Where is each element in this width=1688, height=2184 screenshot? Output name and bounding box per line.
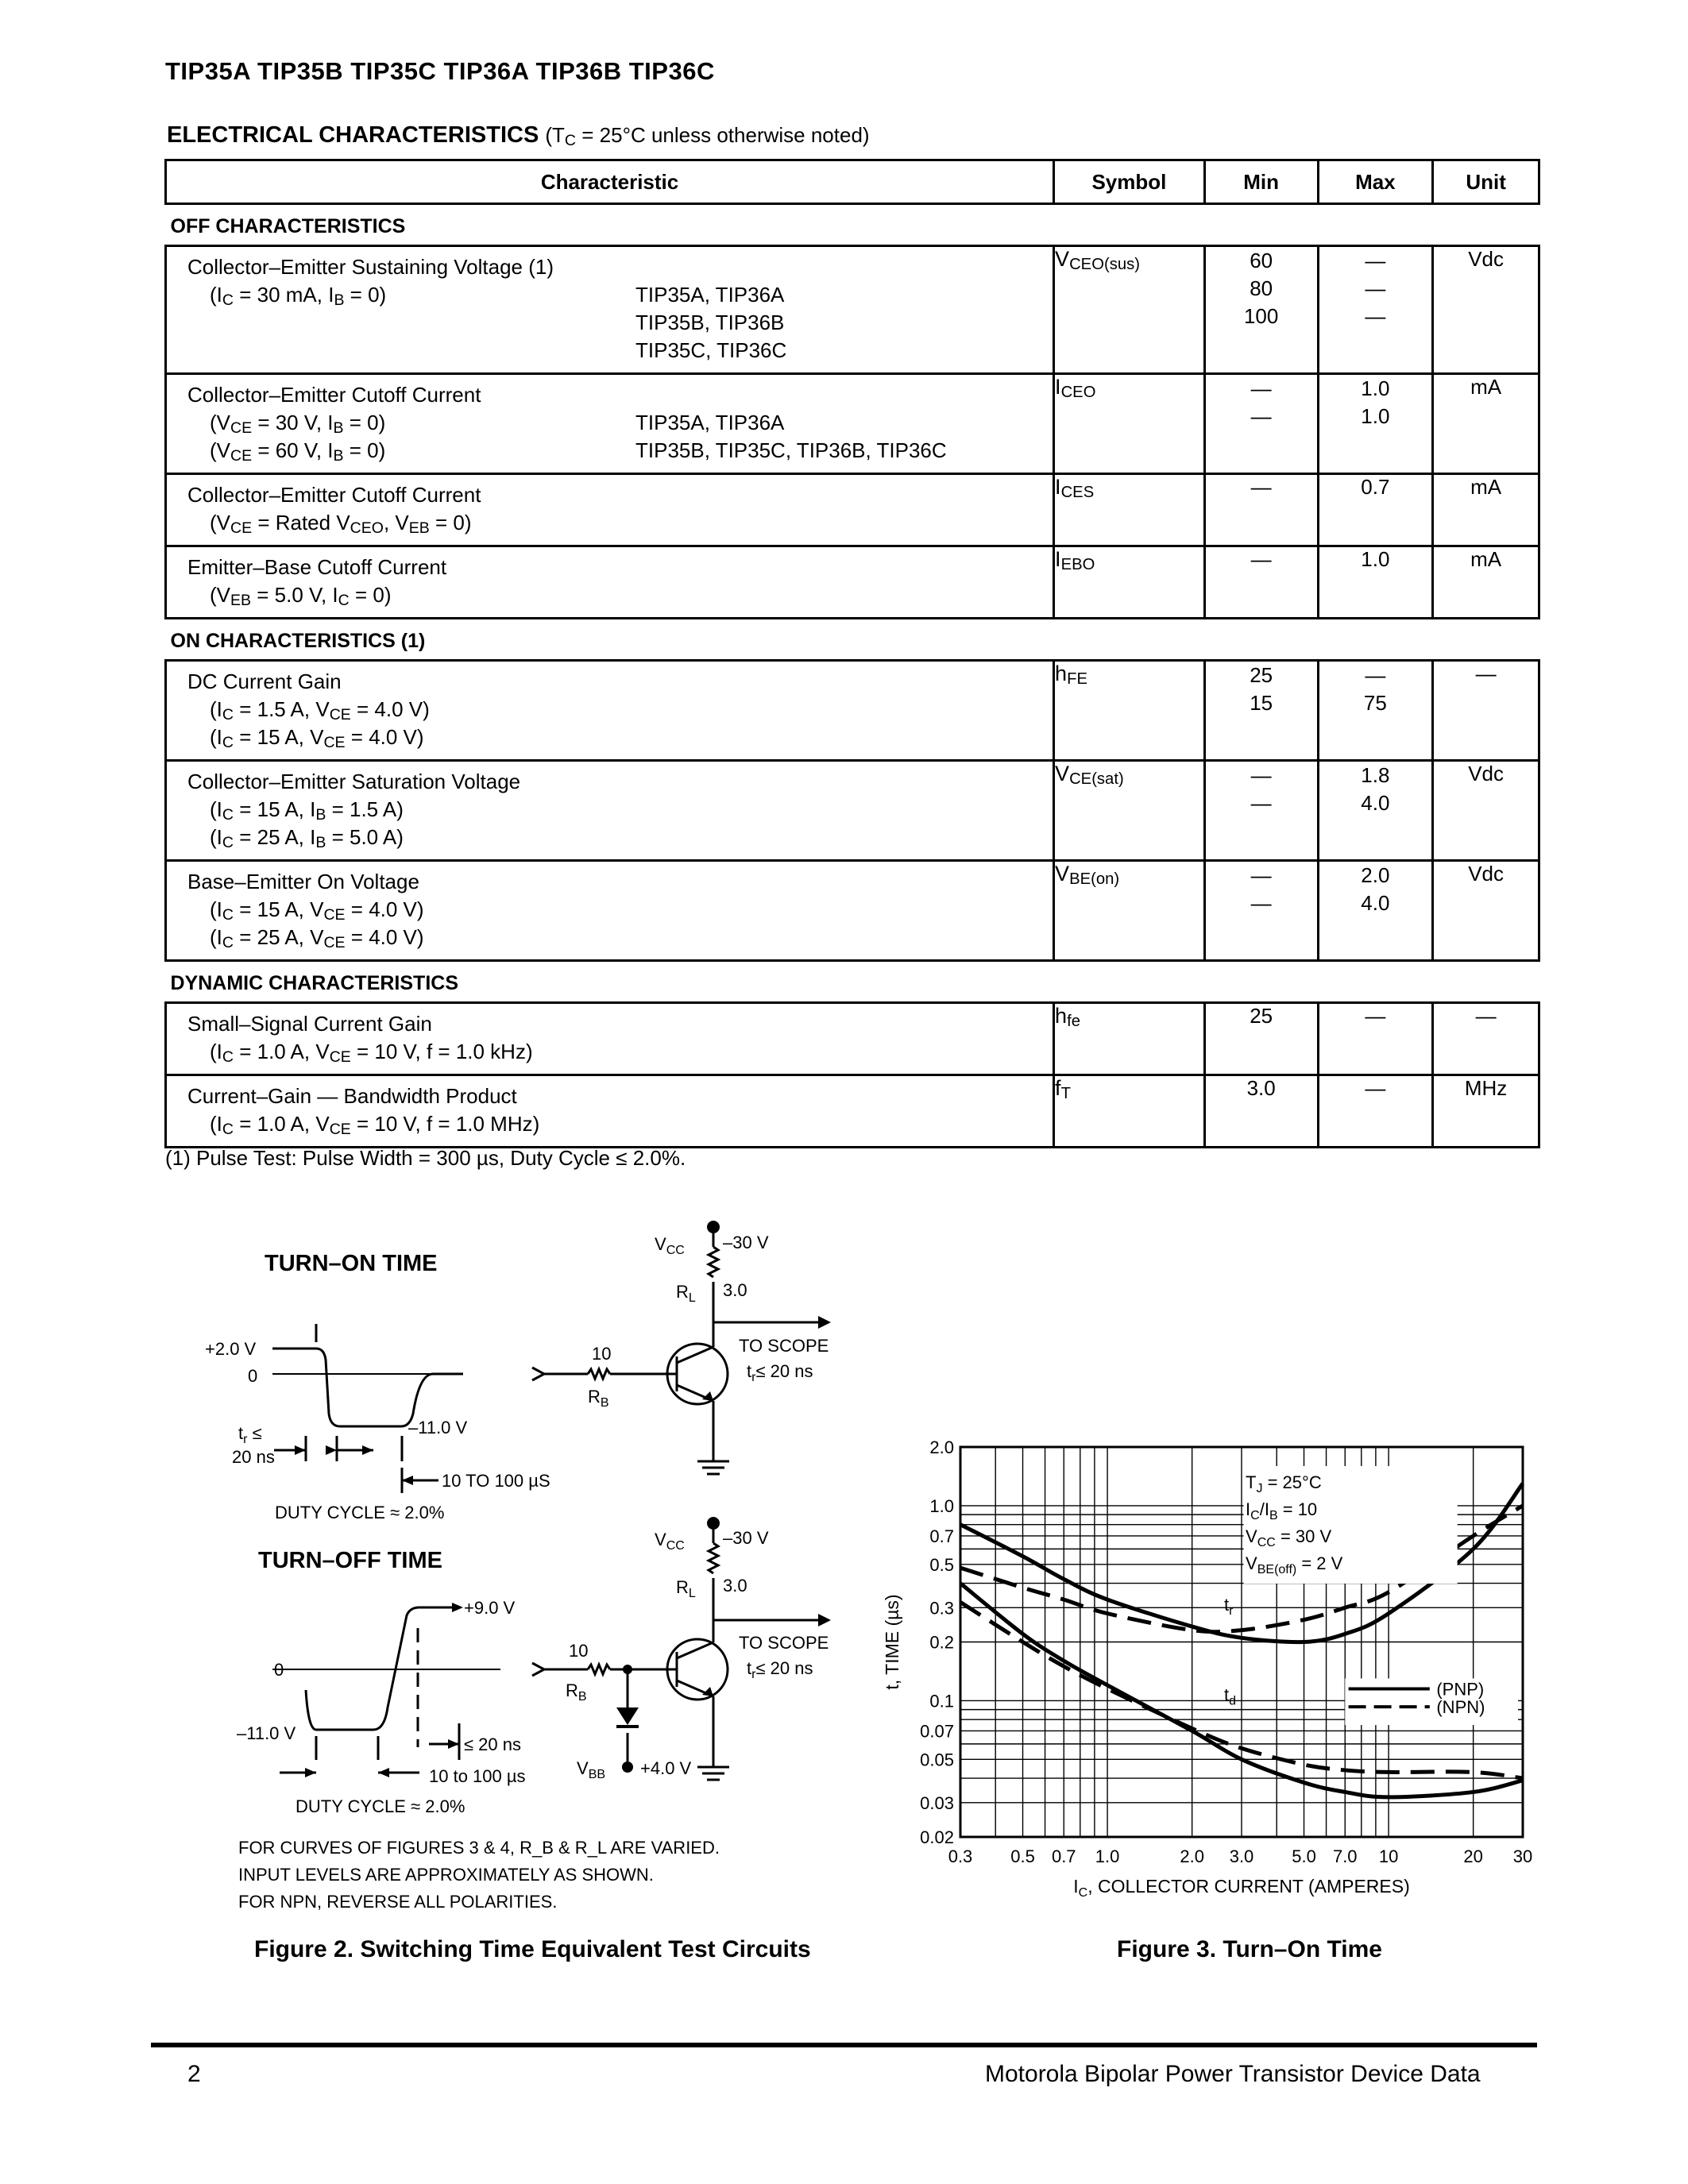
- svg-text:10: 10: [592, 1344, 612, 1364]
- svg-text:0: 0: [248, 1366, 258, 1386]
- svg-text:tr≤ 20 ns: $t_r\le 20$ ns: [747, 1658, 813, 1681]
- x-tick-label: 30: [1512, 1846, 1533, 1866]
- x-tick-label: 10: [1378, 1846, 1399, 1866]
- svg-text:tr ≤: $t_r$ ≤: [238, 1423, 262, 1446]
- col-symbol: Symbol: [1054, 160, 1205, 204]
- svg-text:TO SCOPE: TO SCOPE: [739, 1336, 829, 1356]
- figure-2-caption: Figure 2. Switching Time Equivalent Test Circuits: [254, 1936, 811, 1962]
- y-tick-label: 0.03: [920, 1792, 954, 1813]
- svg-text:0: 0: [274, 1660, 284, 1680]
- x-tick-label: 1.0: [1095, 1846, 1120, 1866]
- x-tick-label: 0.5: [1010, 1846, 1035, 1866]
- svg-text:RB: $R_B$: [588, 1387, 609, 1410]
- y-tick-label: 0.07: [920, 1721, 954, 1742]
- y-tick-label: 1.0: [929, 1495, 954, 1516]
- col-min: Min: [1204, 160, 1318, 204]
- electrical-characteristics-title: ELECTRICAL CHARACTERISTICS ($T_C = 25^\circ C$ unless otherwise noted): [167, 122, 870, 149]
- condition-text: $T_J = 25^\circ C$: [1246, 1472, 1322, 1495]
- y-tick-label: 0.05: [920, 1750, 954, 1770]
- figure-3-caption: Figure 3. Turn–On Time: [1117, 1936, 1382, 1962]
- footer-text: Motorola Bipolar Power Transistor Device Data: [985, 2061, 1481, 2087]
- x-tick-label: 3.0: [1229, 1846, 1254, 1866]
- y-tick-label: 0.1: [929, 1691, 954, 1711]
- col-unit: Unit: [1433, 160, 1539, 204]
- condition-text: ($I_C = 30$ mA, $I_B = 0$): [210, 283, 387, 309]
- svg-text:–30 V: –30 V: [723, 1528, 769, 1548]
- table-row: Small–Signal Current Gain ($I_C = 1.0$ A, $V_{CE} = 10$ V, f = 1.0 kHz) $h_{fe}$ 25 — —: [166, 1003, 1539, 1075]
- svg-text:–30 V: –30 V: [723, 1233, 769, 1252]
- table-row: Collector–Emitter Sustaining Voltage (1) ($I_C = 30$ mA, $I_B = 0$) TIP35A, TIP36A TIP35B, TIP36B TIP35C, TIP36C $V_{CEO(sus)}$ 60 80 100 — — — Vdc: [166, 246, 1539, 374]
- svg-text:10 to 100 µs: 10 to 100 µs: [429, 1766, 526, 1786]
- svg-text:+9.0 V: +9.0 V: [464, 1598, 516, 1618]
- td-curve-label: $t_d$: [1223, 1684, 1237, 1708]
- condition-text: $I_C/I_B = 10$: [1246, 1499, 1318, 1522]
- section-off: OFF CHARACTERISTICS: [166, 204, 1539, 246]
- table-row: Base–Emitter On Voltage ($I_C = 15$ A, $V_{CE} = 4.0$ V) ($I_C = 25$ A, $V_{CE} = 4.0$ V) $V_{BE(on)}$ — — 2.0 4.0 Vdc: [166, 861, 1539, 961]
- svg-text:DUTY CYCLE ≈ 2.0%: DUTY CYCLE ≈ 2.0%: [295, 1796, 465, 1816]
- tr-curve-label: $t_r$: [1223, 1594, 1234, 1618]
- col-max: Max: [1318, 160, 1433, 204]
- section-dynamic: DYNAMIC CHARACTERISTICS: [166, 961, 1539, 1003]
- table-row: Collector–Emitter Cutoff Current ($V_{CE} = 30$ V, $I_B = 0$) TIP35A, TIP36A ($V_{CE} = 60$ V, $I_B = 0$) TIP35B, TIP35C, TIP36B, TIP36C $I_{CEO}$ — — 1.0 1.0 mA: [166, 374, 1539, 474]
- svg-text:RB: $R_B$: [566, 1680, 587, 1704]
- part-number-header: TIP35A TIP35B TIP35C TIP36A TIP36B TIP36C: [165, 57, 715, 85]
- svg-text:–11.0 V: –11.0 V: [237, 1723, 296, 1743]
- col-characteristic: Characteristic: [166, 160, 1054, 204]
- svg-text:+2.0 V: +2.0 V: [205, 1339, 257, 1359]
- symbol-cell: $V_{CEO(sus)}$: [1054, 246, 1205, 374]
- legend-box: [1345, 1678, 1518, 1725]
- svg-text:FOR NPN, REVERSE ALL POLARITIE: FOR NPN, REVERSE ALL POLARITIES.: [238, 1892, 558, 1912]
- svg-text:10 TO 100 µS: 10 TO 100 µS: [442, 1471, 550, 1491]
- svg-text:VCC: $V_{CC}$: [655, 1530, 685, 1553]
- svg-text:≤ 20 ns: ≤ 20 ns: [464, 1734, 522, 1754]
- y-tick-label: 0.5: [929, 1554, 954, 1575]
- pulse-test-footnote: (1) Pulse Test: Pulse Width = 300 µs, Duty Cycle ≤ 2.0%.: [165, 1146, 686, 1170]
- y-axis-label: t, TIME (µs): [882, 1594, 902, 1690]
- footer-rule: [151, 2043, 1537, 2047]
- svg-text:3.0: 3.0: [723, 1576, 747, 1596]
- svg-text:TURN–OFF TIME: TURN–OFF TIME: [258, 1548, 442, 1573]
- x-tick-label: 7.0: [1332, 1846, 1358, 1866]
- x-tick-label: 5.0: [1292, 1846, 1316, 1866]
- y-tick-label: 0.02: [920, 1827, 954, 1847]
- y-tick-label: 2.0: [929, 1437, 954, 1457]
- svg-text:tr≤ 20 ns: $t_r\le 20$ ns: [747, 1361, 813, 1384]
- svg-text:RL: $R_L$: [676, 1282, 696, 1305]
- svg-text:DUTY CYCLE ≈ 2.0%: DUTY CYCLE ≈ 2.0%: [275, 1503, 445, 1522]
- table-row: Collector–Emitter Saturation Voltage ($I_C = 15$ A, $I_B = 1.5$ A) ($I_C = 25$ A, $I_B = 5.0$ A) $V_{CE(sat)}$ — — 1.8 4.0 Vdc: [166, 761, 1539, 861]
- svg-text:FOR CURVES OF FIGURES 3 & 4, R: FOR CURVES OF FIGURES 3 & 4, R_B & R_L ARE VARIED.: [238, 1838, 720, 1858]
- table-row: Current–Gain — Bandwidth Product ($I_C = 1.0$ A, $V_{CE} = 10$ V, f = 1.0 MHz) $f_T$ 3.0 — MHz: [166, 1075, 1539, 1148]
- x-tick-label: 0.3: [948, 1846, 973, 1866]
- svg-text:20 ns: 20 ns: [232, 1447, 275, 1467]
- svg-text:–11.0 V: –11.0 V: [408, 1418, 468, 1437]
- condition-text: $V_{CC} = 30$ V: [1246, 1526, 1332, 1549]
- svg-text:10: 10: [569, 1641, 589, 1661]
- x-tick-label: 20: [1463, 1846, 1483, 1866]
- page-number: 2: [187, 2061, 201, 2087]
- table-row: DC Current Gain ($I_C = 1.5$ A, $V_{CE} = 4.0$ V) ($I_C = 15$ A, $V_{CE} = 4.0$ V) $h_{FE}$ 25 15 — 75 —: [166, 661, 1539, 761]
- condition-text: $V_{BE(off)} = 2$ V: [1246, 1553, 1343, 1576]
- table-row: Emitter–Base Cutoff Current ($V_{EB} = 5.0$ V, $I_C = 0$) $I_{EBO}$ — 1.0 mA: [166, 546, 1539, 619]
- y-tick-label: 0.3: [929, 1598, 954, 1619]
- x-tick-label: 0.7: [1051, 1846, 1076, 1866]
- legend-label-pnp: (PNP): [1436, 1679, 1485, 1700]
- y-tick-label: 0.7: [929, 1526, 954, 1546]
- svg-text:3.0: 3.0: [723, 1280, 747, 1300]
- legend-label-npn: (NPN): [1436, 1697, 1485, 1718]
- svg-text:RL: $R_L$: [676, 1577, 696, 1600]
- section-on: ON CHARACTERISTICS (1): [166, 619, 1539, 661]
- x-axis-label: $I_C$, COLLECTOR CURRENT (AMPERES): [1073, 1876, 1410, 1900]
- x-tick-label: 2.0: [1180, 1846, 1204, 1866]
- svg-text:VCC: $V_{CC}$: [655, 1234, 685, 1257]
- svg-text:+4.0 V: +4.0 V: [640, 1758, 692, 1778]
- svg-text:INPUT LEVELS ARE APPROXIMATELY: INPUT LEVELS ARE APPROXIMATELY AS SHOWN.: [238, 1865, 654, 1885]
- y-tick-label: 0.2: [929, 1632, 954, 1653]
- svg-text:VBB: $V_{BB}$: [577, 1758, 606, 1781]
- table-row: Collector–Emitter Cutoff Current ($V_{CE}$ = Rated $V_{CEO}$, $V_{EB} = 0$) $I_{CES}$ — 0.7 mA: [166, 474, 1539, 546]
- svg-text:TURN–ON TIME: TURN–ON TIME: [265, 1251, 438, 1276]
- svg-text:TO SCOPE: TO SCOPE: [739, 1633, 829, 1653]
